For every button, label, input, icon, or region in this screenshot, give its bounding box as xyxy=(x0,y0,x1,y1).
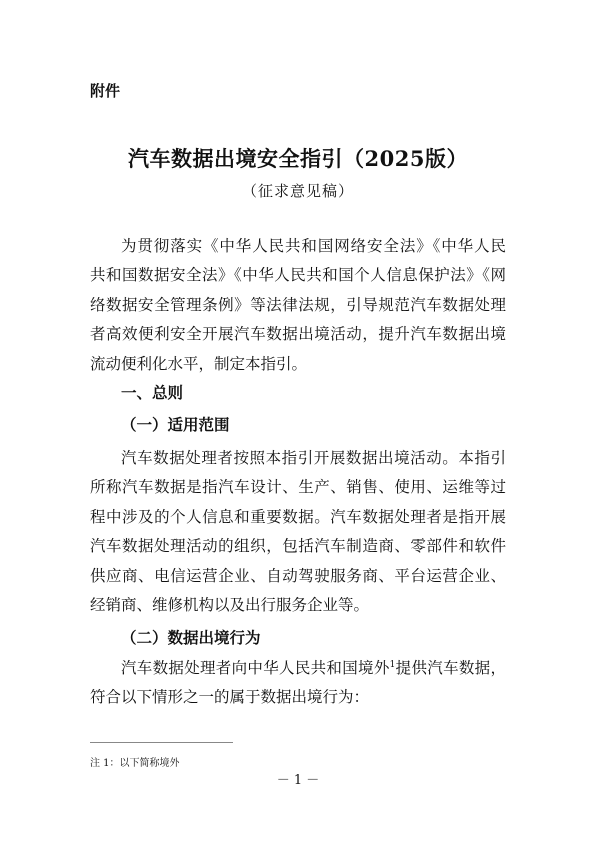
section-heading-general: 一、总则 xyxy=(121,384,184,402)
footnote-divider xyxy=(90,742,233,743)
outbound-paragraph xyxy=(90,654,506,713)
subsection-heading-outbound: （二）数据出境行为 xyxy=(121,629,261,647)
paragraph-line xyxy=(90,654,506,683)
paragraph-line: 经销商、维修机构以及出行服务企业等。 xyxy=(90,596,370,615)
paragraph-line: 符合以下情形之一的属于数据出境行为： xyxy=(90,688,370,707)
text-fragment: 汽车数据处理者向中华人民共和国境外 xyxy=(121,659,390,677)
paragraph-line: 共和国数据安全法》《中华人民共和国个人信息保护法》《网 xyxy=(90,266,506,285)
paragraph-line: 为贯彻落实《中华人民共和国网络安全法》《中华人民 xyxy=(121,237,506,255)
page-number: － 1 － xyxy=(276,773,320,788)
paragraph-line: 者高效便利安全开展汽车数据出境活动，提升汽车数据出境 xyxy=(90,325,506,344)
paragraph-line: 程中涉及的个人信息和重要数据。汽车数据处理者是指开展 xyxy=(90,507,506,526)
subsection-heading-scope: （一）适用范围 xyxy=(121,416,230,434)
text-fragment: 提供汽车数据， xyxy=(395,659,506,677)
document-subtitle: （征求意见稿） xyxy=(241,182,354,200)
scope-paragraph xyxy=(90,444,506,620)
intro-paragraph xyxy=(90,232,506,379)
footnote-marker[interactable]: 1 xyxy=(389,660,396,670)
document-title: 汽车数据出境安全指引（2025版） xyxy=(128,146,468,171)
footnote-text: 注 1：以下简称境外 xyxy=(90,758,180,769)
paragraph-line: 所称汽车数据是指汽车设计、生产、销售、使用、运维等过 xyxy=(90,478,506,497)
attachment-label: 附件 xyxy=(90,82,121,100)
paragraph-line: 汽车数据处理活动的组织，包括汽车制造商、零部件和软件 xyxy=(90,537,506,556)
paragraph-line: 流动便利化水平，制定本指引。 xyxy=(90,354,308,373)
paragraph-line: 络数据安全管理条例》等法律法规，引导规范汽车数据处理 xyxy=(90,295,506,314)
paragraph-line: 汽车数据处理者按照本指引开展数据出境活动。本指引 xyxy=(121,449,506,467)
paragraph-line: 供应商、电信运营企业、自动驾驶服务商、平台运营企业、 xyxy=(90,566,506,585)
